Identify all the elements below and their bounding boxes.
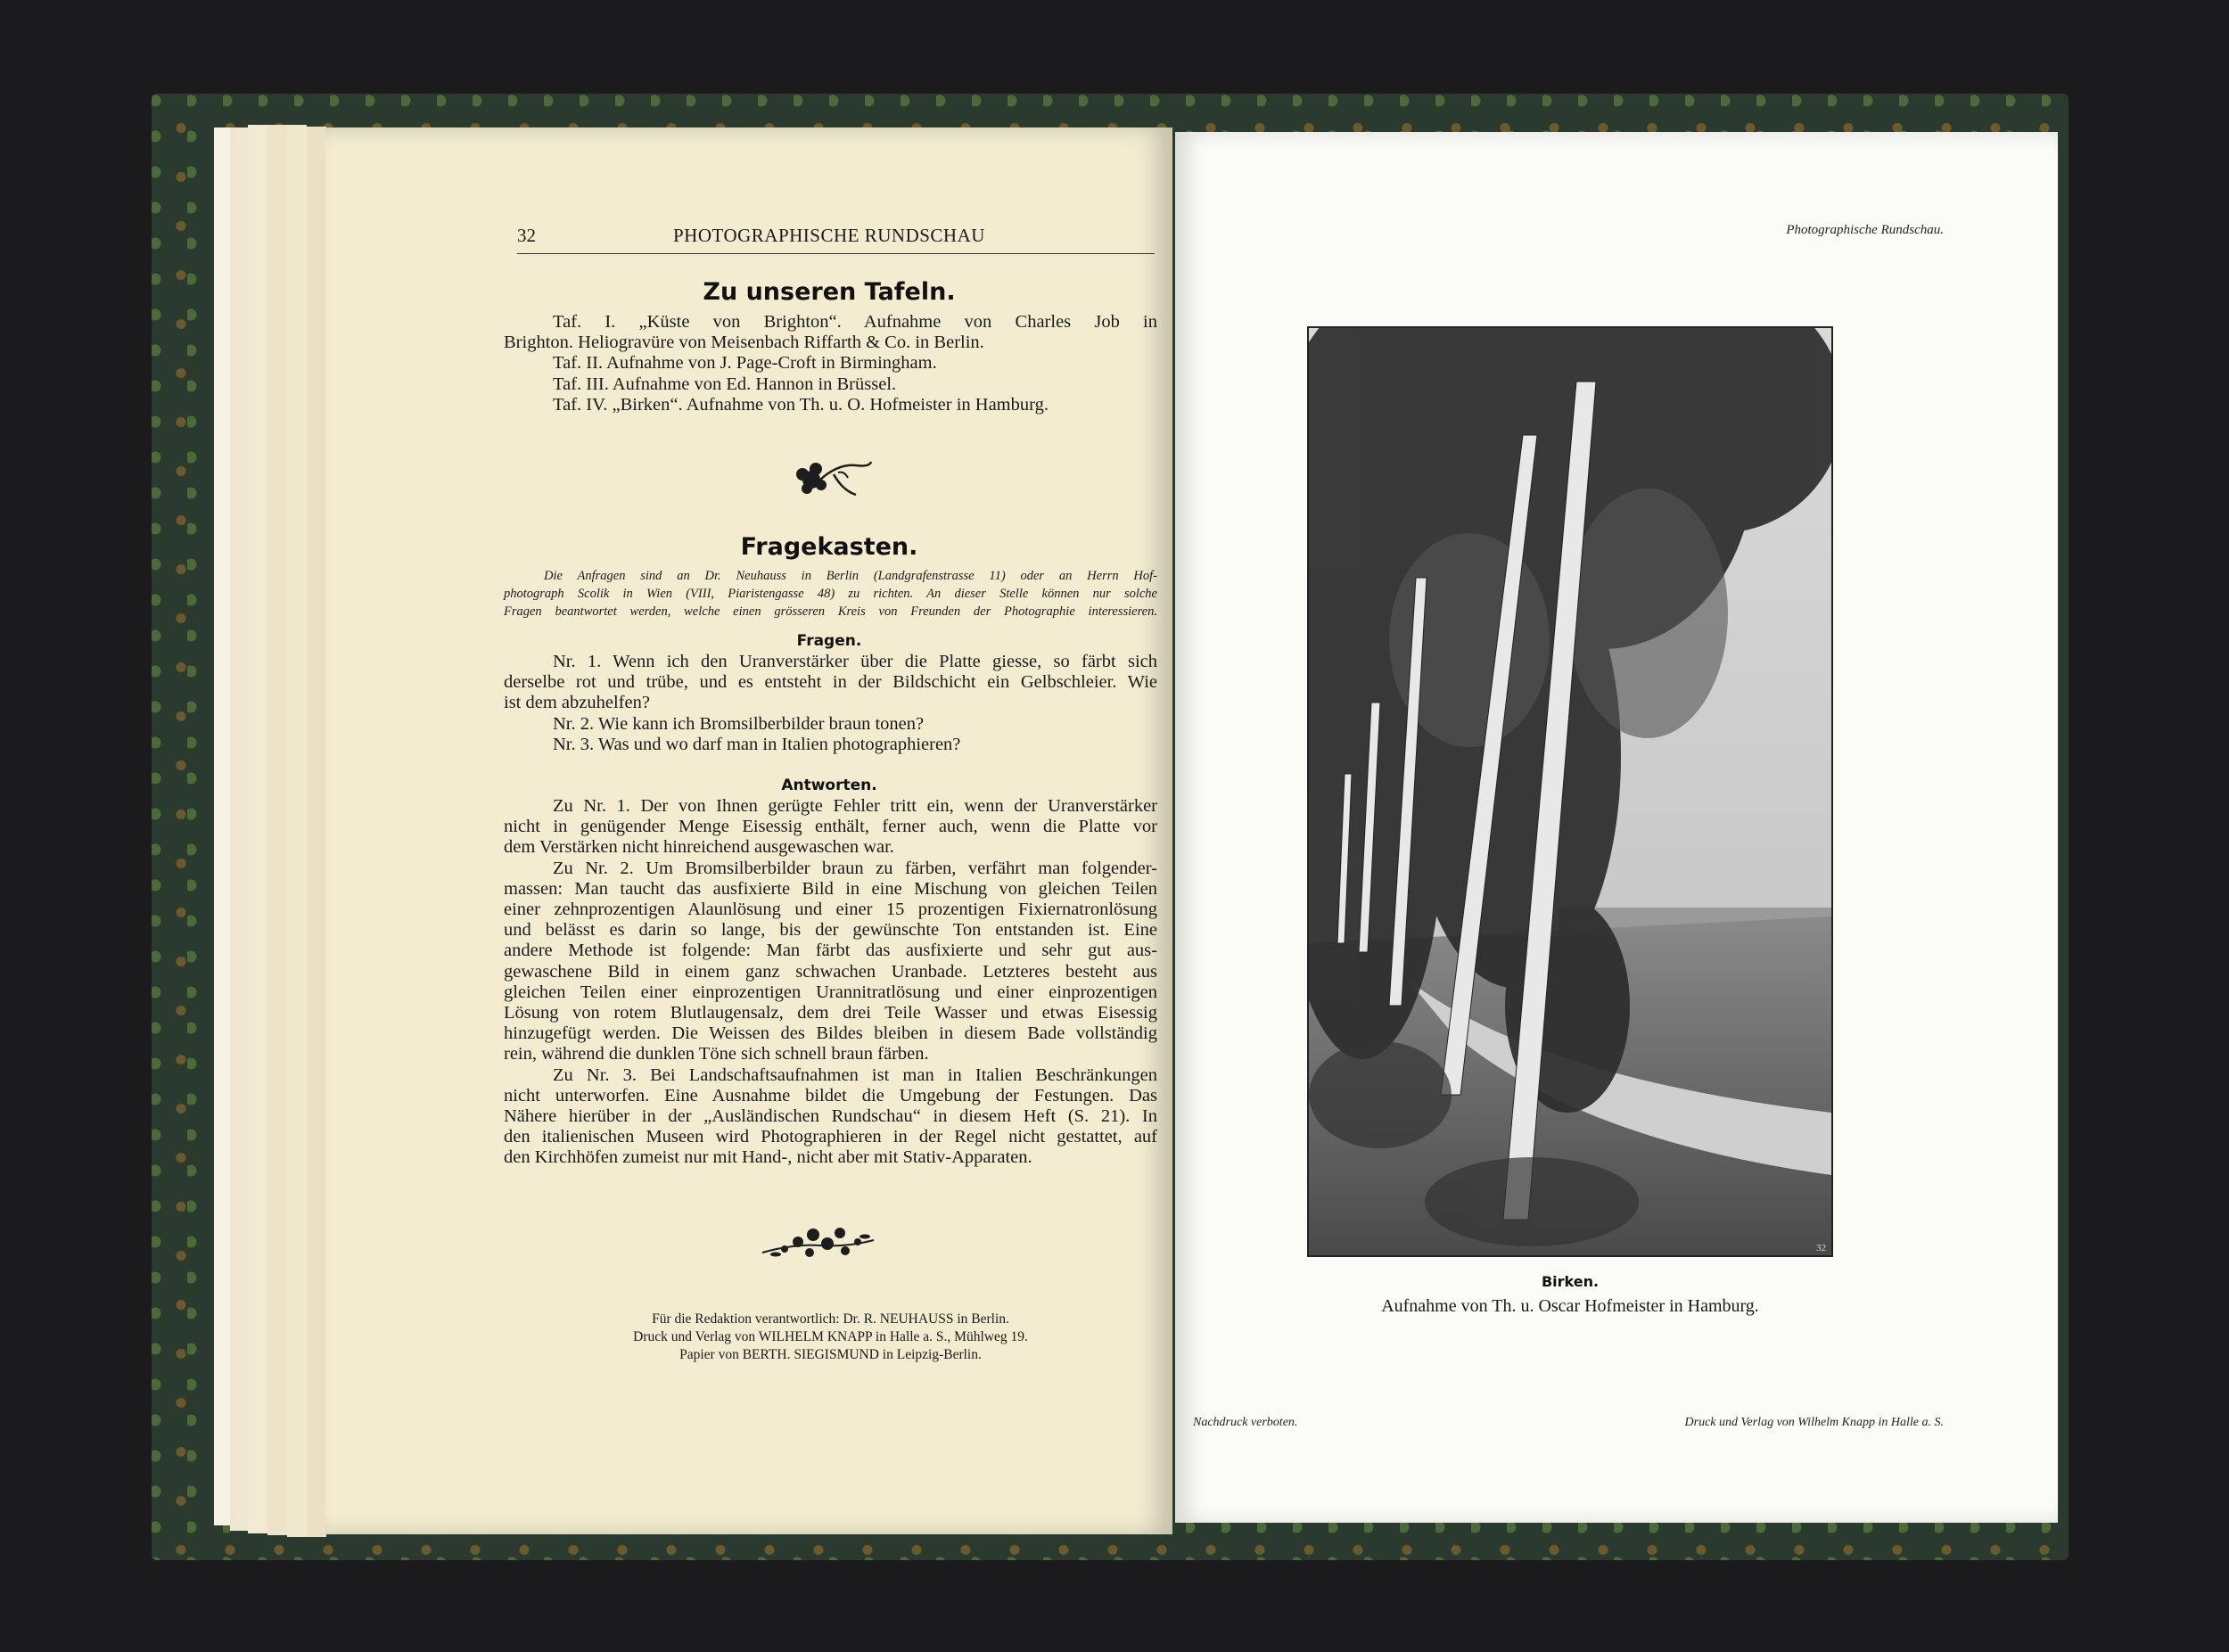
plate-number: 32 bbox=[1816, 1243, 1826, 1253]
photograph-birches bbox=[1307, 326, 1833, 1257]
list-item: Zu Nr. 2. Um Bromsilberbilder braun zu färben, verfährt man folgender- bbox=[553, 858, 1157, 878]
answers-heading: Antworten. bbox=[781, 777, 877, 794]
intro-line: photograph Scolik in Wien (VIII, Piaristengasse 48) zu richten. An dieser Stelle können nur solche bbox=[504, 587, 1157, 601]
imprint-line: Papier von BERTH. SIEGISMUND in Leipzig-Berlin. bbox=[679, 1347, 982, 1362]
questions-heading: Fragen. bbox=[796, 632, 862, 650]
page-number: 32 bbox=[517, 225, 536, 246]
list-item: gewaschene Bild in einem ganz schwachen Uranbade. Letzteres besteht aus bbox=[504, 961, 1157, 982]
birch-landscape-image bbox=[1309, 328, 1831, 1255]
section-title-fragekasten: Fragekasten. bbox=[740, 533, 918, 561]
page-edge bbox=[214, 127, 230, 1525]
floral-vignette-icon bbox=[758, 1217, 878, 1270]
imprint-line: Druck und Verlag von WILHELM KNAPP in Halle a. S., Mühlweg 19. bbox=[633, 1329, 1028, 1344]
intro-line: Fragen beantwortet werden, welche einen grösseren Kreis von Freunden der Photographie interessieren. bbox=[504, 604, 1157, 619]
footer-right: Druck und Verlag von Wilhelm Knapp in Halle a. S. bbox=[1684, 1416, 1944, 1429]
list-item: Nr. 3. Was und wo darf man in Italien photographieren? bbox=[553, 734, 961, 754]
list-item: Zu Nr. 3. Bei Landschaftsaufnahmen ist man in Italien Beschränkungen bbox=[553, 1064, 1157, 1085]
imprint bbox=[504, 1311, 1157, 1364]
list-item: Nr. 2. Wie kann ich Bromsilberbilder braun tonen? bbox=[553, 713, 925, 734]
list-item: Taf. III. Aufnahme von Ed. Hannon in Brüssel. bbox=[553, 374, 897, 394]
page-edge bbox=[267, 125, 287, 1535]
list-item: Nähere hierüber in der „Ausländischen Rundschau“ in diesem Heft (S. 21). In bbox=[504, 1106, 1157, 1127]
list-item: und belässt es darin so lange, bis der gewünschte Ton entstanden ist. Eine bbox=[504, 920, 1157, 941]
page-edge bbox=[307, 127, 326, 1537]
fragekasten-intro bbox=[504, 567, 1157, 621]
list-item: ist dem abzuhelfen? bbox=[504, 693, 650, 713]
footer-left: Nachdruck verboten. bbox=[1193, 1416, 1298, 1429]
list-item: Taf. II. Aufnahme von J. Page-Croft in Birmingham. bbox=[553, 353, 937, 374]
list-item: einer zehnprozentigen Alaunlösung und einer 15 prozentigen Fixiernatronlösung bbox=[504, 900, 1157, 920]
list-item: hinzugefügt werden. Die Weissen des Bildes bleiben in diesem Bade vollständig bbox=[504, 1023, 1157, 1044]
list-item: nicht unterworfen. Eine Ausnahme bildet die Umgebung der Festungen. Das bbox=[504, 1085, 1157, 1105]
right-running-head: Photographische Rundschau. bbox=[1786, 223, 1944, 237]
list-item: Brighton. Heliogravüre von Meisenbach Riffarth & Co. in Berlin. bbox=[504, 333, 984, 353]
answers-list bbox=[504, 796, 1157, 1169]
running-header bbox=[517, 223, 1155, 254]
list-item: rein, während die dunklen Töne sich schnell braun färben. bbox=[504, 1044, 929, 1064]
list-item: Nr. 1. Wenn ich den Uranverstärker über die Platte giesse, so färbt sich bbox=[553, 652, 1157, 671]
tafeln-list bbox=[504, 312, 1157, 415]
page-edge bbox=[230, 127, 248, 1531]
section-title-tafeln: Zu unseren Tafeln. bbox=[703, 278, 956, 306]
caption-title: Birken. bbox=[1541, 1273, 1600, 1290]
page-edge bbox=[248, 125, 267, 1533]
list-item: den Kirchhöfen zumeist nur mit Hand-, nicht aber mit Stativ-Apparaten. bbox=[504, 1147, 1032, 1168]
page-edge bbox=[287, 125, 307, 1537]
caption-text: Aufnahme von Th. u. Oscar Hofmeister in Hamburg. bbox=[1381, 1296, 1759, 1316]
imprint-line: Für die Redaktion verantwortlich: Dr. R. NEUHAUSS in Berlin. bbox=[652, 1311, 1009, 1327]
list-item: nicht in genügender Menge Eisessig enthält, ferner auch, wenn die Platte vor bbox=[504, 817, 1157, 837]
list-item: Taf. IV. „Birken“. Aufnahme von Th. u. O. Hofmeister in Hamburg. bbox=[553, 394, 1049, 415]
intro-line: Die Anfragen sind an Dr. Neuhauss in Berlin (Landgrafenstrasse 11) oder an Herrn Hof- bbox=[544, 569, 1157, 583]
list-item: andere Methode ist folgende: Man färbt das ausfixierte und sehr gut aus- bbox=[504, 941, 1157, 961]
list-item: Zu Nr. 1. Der von Ihnen gerügte Fehler tritt ein, wenn der Uranverstärker bbox=[553, 796, 1157, 816]
questions-list bbox=[504, 652, 1157, 755]
list-item: massen: Man taucht das ausfixierte Bild in eine Mischung von gleichen Teilen bbox=[504, 878, 1157, 899]
list-item: Lösung von rotem Blutlaugensalz, dem drei Teile Wasser und etwas Eisessig bbox=[504, 1003, 1157, 1023]
list-item: gleichen Teilen einer einprozentigen Urannitratlösung und einer einprozentigen bbox=[504, 982, 1157, 1002]
list-item: Taf. I. „Küste von Brighton“. Aufnahme von Charles Job in bbox=[553, 312, 1157, 332]
list-item: den italienischen Museen wird Photographieren in der Regel nicht gestattet, auf bbox=[504, 1127, 1157, 1147]
list-item: dem Verstärken nicht hinreichend ausgewaschen war. bbox=[504, 837, 894, 858]
list-item: derselbe rot und trübe, und es entsteht in der Bildschicht ein Gelbschleier. Wie bbox=[504, 672, 1157, 693]
running-head-title: PHOTOGRAPHISCHE RUNDSCHAU bbox=[673, 225, 985, 246]
flower-ornament-icon bbox=[789, 455, 878, 508]
